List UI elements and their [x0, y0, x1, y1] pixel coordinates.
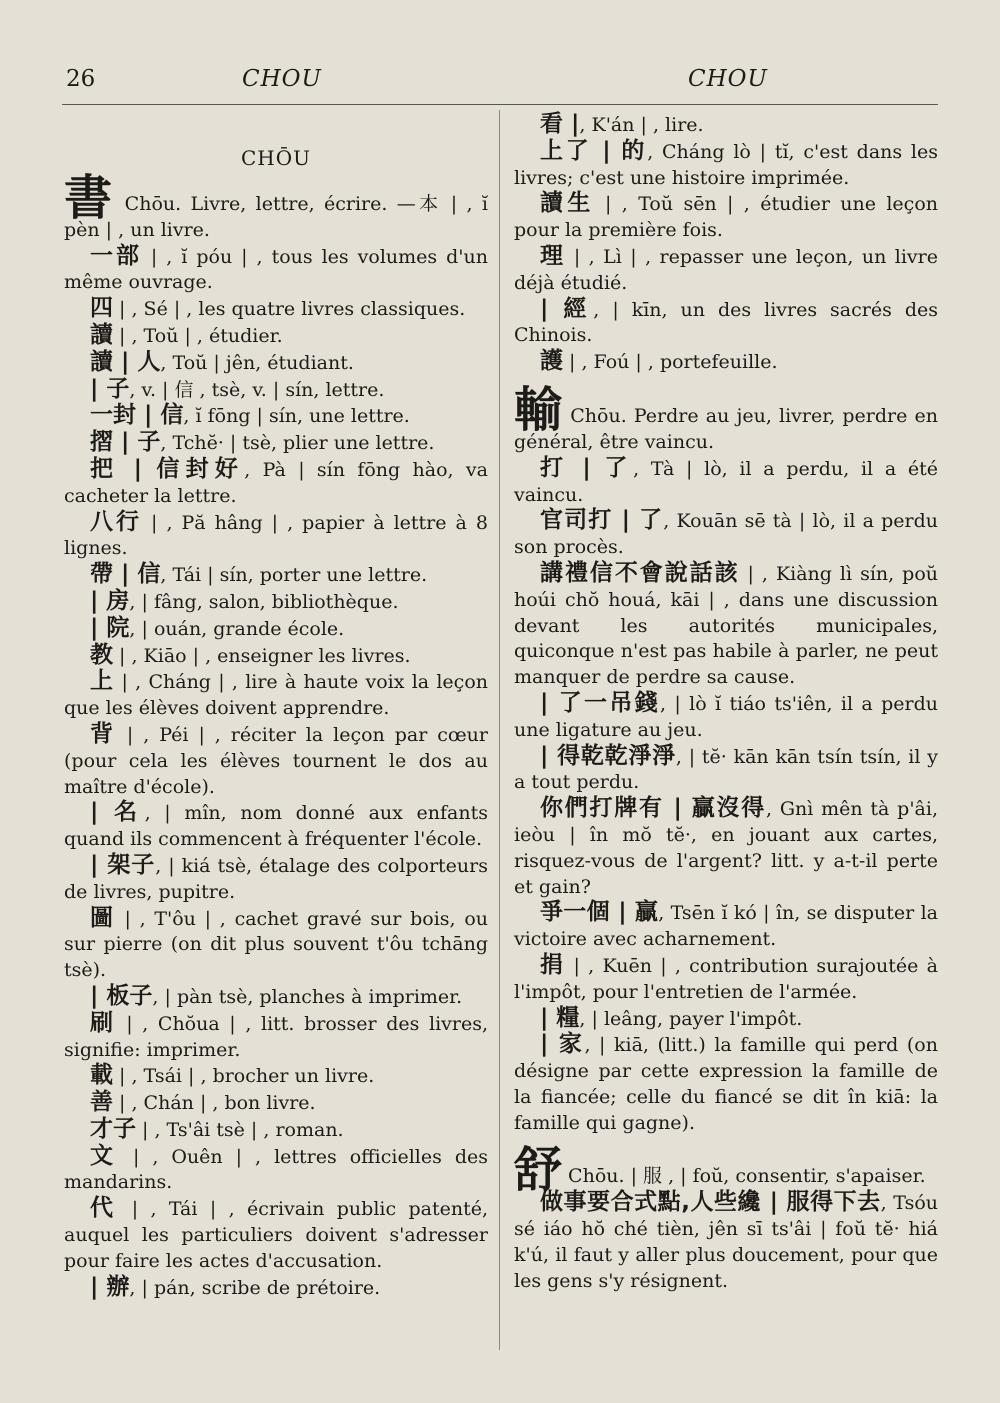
- definition-text: | , Ouên | , lettres officielles des mandarins.: [64, 1145, 488, 1194]
- dictionary-entry: [514, 1190, 938, 1294]
- chinese-term: 爭一個 | 贏: [540, 899, 659, 926]
- chinese-term: 教: [90, 641, 113, 668]
- dictionary-entry: [514, 1032, 938, 1136]
- dictionary-entry: [64, 1063, 488, 1090]
- definition-text: | , Kuēn | , contribution surajoutée à l'impôt, pour l'entretien de l'armée.: [514, 954, 939, 1003]
- chinese-term: 帶 | 信: [90, 561, 161, 588]
- dictionary-entry: [64, 403, 488, 430]
- chinese-term: 一部: [90, 242, 142, 269]
- dictionary-entry: [64, 643, 488, 670]
- definition-text: | , Tái | , écrivain public patenté, auquel les particuliers doivent s'adresser pour faire les actes d'accusation.: [64, 1198, 488, 1272]
- definition-text: | , Cháng | , lire à haute voix la leçon que les élèves doivent apprendre.: [64, 671, 488, 720]
- dictionary-entry: [514, 744, 938, 797]
- definition-text: Chōu. Livre, lettre, écrire. —本 | , ĭ pèn | , un livre.: [64, 192, 488, 241]
- dictionary-entry: [514, 244, 938, 297]
- dictionary-entry: [64, 430, 488, 457]
- dictionary-entry: [64, 984, 488, 1011]
- dictionary-entry: [514, 900, 938, 953]
- definition-text: , Tái | sín, porter une lettre.: [160, 564, 428, 587]
- dictionary-entry: [64, 800, 488, 853]
- definition-text: Chōu. | 服 , | foŭ, consentir, s'apaiser.: [562, 1165, 926, 1188]
- dictionary-entry: [64, 244, 488, 297]
- definition-text: , K'án | , lire.: [579, 114, 704, 136]
- dictionary-entry: [514, 112, 938, 139]
- definition-text: , Gnì mên tà p'âi, ieòu | în mŏ tĕ·, en jouant aux cartes, risquez-vous de l'argent? litt. y a-t-il perte et gain?: [514, 798, 938, 898]
- chinese-term: 你們打牌有 | 贏沒得: [540, 795, 766, 822]
- dictionary-entry: [64, 669, 488, 722]
- dictionary-entry: [64, 853, 488, 906]
- dictionary-entry: [514, 456, 938, 509]
- definition-text: | , Kiāo | , enseigner les livres.: [113, 644, 411, 667]
- chinese-term: | 板子: [90, 982, 153, 1009]
- definition-text: | , Kiàng lì sín, poŭ hoúi chŏ houá, kāi | , dans une discussion devant les autorités municipales, quiconque n'est pas habile à parler, ne peut manquer de perdre sa cause.: [514, 562, 938, 689]
- chinese-term: | 得乾乾淨淨: [540, 742, 676, 769]
- definition-text: | , T'ôu | , cachet gravé sur bois, ou sur pierre (on dit plus souvent t'ôu tchāng tsè).: [64, 907, 489, 982]
- dictionary-entry: [64, 906, 488, 984]
- dictionary-entry: [514, 796, 938, 900]
- dictionary-entry: [64, 1144, 488, 1197]
- dictionary-entry: [64, 510, 488, 563]
- definition-text: , Tà | lò, il a perdu, il a été vaincu.: [514, 457, 938, 506]
- page-number: 26: [66, 66, 96, 92]
- dictionary-entry: [514, 1006, 938, 1033]
- definition-text: , Pà | sín fōng hào, va cacheter la lettre.: [64, 458, 488, 507]
- dictionary-entry: [64, 350, 488, 377]
- dictionary-entry: [514, 508, 938, 561]
- chinese-term: 把 | 信封好: [90, 455, 245, 482]
- running-head-right: CHOU: [688, 66, 768, 92]
- chinese-term: | 名: [90, 799, 145, 826]
- definition-text: | , ĭ póu | , tous les volumes d'un même ouvrage.: [64, 245, 488, 294]
- chinese-term: 摺 | 子: [90, 429, 161, 456]
- definition-text: , Toŭ | jên, étudiant.: [160, 351, 354, 374]
- definition-text: , | leâng, payer l'impôt.: [579, 1007, 803, 1030]
- chinese-term: | 經: [540, 295, 594, 322]
- chinese-term: 八行: [90, 508, 142, 535]
- definition-text: , Tchĕ· | tsè, plier une lettre.: [160, 432, 435, 455]
- definition-text: , | kiá tsè, étalage des colporteurs de livres, pupitre.: [64, 854, 488, 903]
- definition-text: , Kouān sē tà | lò, il a perdu son procès.: [514, 510, 938, 559]
- definition-text: , ĭ fōng | sín, une lettre.: [183, 405, 410, 428]
- dictionary-entry: [64, 323, 488, 350]
- definition-text: , | pàn tsè, planches à imprimer.: [152, 985, 463, 1008]
- chinese-term: 護: [540, 348, 563, 375]
- definition-text: , | fâng, salon, bibliothèque.: [129, 590, 399, 613]
- definition-text: | , Sé | , les quatre livres classiques.: [113, 298, 466, 321]
- definition-text: , Tsóu sé iáo hŏ ché tièn, jên sī ts'âi | foŭ tĕ· hiá k'ú, il faut y aller plus doucement, pour que les gens s'y résignent.: [514, 1192, 938, 1292]
- chinese-term: 才子: [90, 1115, 136, 1142]
- dictionary-entry: [64, 377, 488, 404]
- chinese-term: | 房: [90, 587, 130, 614]
- chinese-term: 舒: [514, 1142, 563, 1199]
- headword-entry: [514, 1142, 938, 1199]
- definition-text: , | kīn, un des livres sacrés des Chinois.: [514, 298, 938, 347]
- definition-text: | , Toŭ | , étudier.: [113, 324, 283, 347]
- chinese-term: 讀 | 人: [90, 348, 161, 375]
- definition-text: , | lò ĭ tiáo ts'iên, il a perdu une ligature au jeu.: [514, 692, 938, 741]
- definition-text: , | ouán, grande école.: [129, 617, 345, 640]
- dictionary-entry: [64, 722, 488, 800]
- running-head-left: CHOU: [242, 66, 322, 92]
- dictionary-entry: [64, 1117, 488, 1144]
- chinese-term: 講禮信不會說話該: [540, 559, 740, 586]
- dictionary-entry: [514, 139, 938, 192]
- chinese-term: 圖: [90, 904, 116, 931]
- definition-text: | , Pă hâng | , papier à lettre à 8 lignes.: [64, 511, 488, 560]
- chinese-term: | 院: [90, 614, 130, 641]
- dictionary-entry: [64, 1196, 488, 1274]
- headword-entry: [514, 381, 938, 456]
- chinese-term: 捐: [540, 951, 566, 978]
- definition-text: , v. | 信 , tsè, v. | sín, lettre.: [129, 378, 385, 401]
- dictionary-entry: [514, 191, 938, 244]
- left-column: [64, 112, 488, 1301]
- chinese-term: 上了 | 的: [540, 137, 648, 164]
- dictionary-entry: [64, 296, 488, 323]
- chinese-term: 打 | 了: [540, 454, 634, 481]
- chinese-term: 讀生: [540, 190, 595, 217]
- entry-gap: [514, 376, 938, 388]
- definition-text: , | tĕ· kān kān tsín tsín, il y a tout perdu.: [514, 745, 938, 794]
- chinese-term: 載: [90, 1062, 113, 1089]
- dictionary-entry: [64, 1011, 488, 1064]
- chinese-term: | 糧: [540, 1004, 580, 1031]
- entry-gap: [514, 1136, 938, 1148]
- chinese-term: 背: [90, 720, 117, 747]
- definition-text: , Cháng lò | tĭ, c'est dans les livres; c'est une histoire imprimée.: [514, 140, 938, 189]
- dictionary-entry: [514, 691, 938, 744]
- definition-text: , | pán, scribe de prétoire.: [129, 1276, 381, 1299]
- dictionary-entry: [514, 349, 938, 376]
- definition-text: | , Toŭ sēn | , étudier une leçon pour la première fois.: [514, 193, 938, 242]
- chinese-term: 一封 | 信: [90, 402, 184, 429]
- dictionary-entry: [64, 1275, 488, 1302]
- chinese-term: | 了一吊錢: [540, 689, 661, 716]
- definition-text: , | kiā, (litt.) la famille qui perd (on désigne par cette expression la famille de la fiancée; celle du fiancé se dit în kiā: la famille qui gagne).: [514, 1034, 938, 1134]
- dictionary-entry: [64, 562, 488, 589]
- section-title: CHŌU: [241, 146, 311, 170]
- headword-entry: [64, 169, 488, 244]
- definition-text: | , Lì | , repasser une leçon, un livre déjà étudié.: [514, 245, 938, 294]
- dictionary-entry: [514, 953, 938, 1006]
- chinese-term: 讀: [90, 321, 113, 348]
- chinese-term: 書: [64, 169, 116, 226]
- chinese-term: 代: [90, 1195, 120, 1222]
- definition-text: | , Ts'âi tsè | , roman.: [136, 1118, 344, 1141]
- dictionary-entry: [514, 561, 938, 691]
- chinese-term: | 家: [540, 1031, 585, 1058]
- column-divider: [499, 110, 500, 1350]
- definition-text: | , Péi | , réciter la leçon par cœur (pour cela les élèves tournent le dos au maître d'école).: [64, 723, 488, 798]
- definition-text: , | mîn, nom donné aux enfants quand ils commencent à fréquenter l'école.: [64, 802, 488, 851]
- definition-text: | , Foú | , portefeuille.: [563, 351, 778, 374]
- definition-text: | , Tsái | , brocher un livre.: [113, 1065, 375, 1088]
- chinese-term: 官司打 | 了: [540, 507, 664, 534]
- chinese-term: 上: [90, 668, 115, 695]
- chinese-term: 文: [90, 1142, 120, 1169]
- dictionary-entry: [514, 297, 938, 350]
- right-column: [514, 112, 938, 1295]
- chinese-term: | 子: [90, 375, 130, 402]
- chinese-term: 看 |: [540, 111, 580, 137]
- chinese-term: 四: [90, 295, 113, 322]
- dictionary-entry: [64, 1090, 488, 1117]
- definition-text: | , Chán | , bon livre.: [113, 1092, 316, 1115]
- chinese-term: | 辦: [90, 1273, 130, 1300]
- chinese-term: 輸: [514, 381, 564, 438]
- definition-text: , Tsēn ĭ kó | în, se disputer la victoire avec acharnement.: [514, 902, 938, 951]
- header-rule: [62, 104, 938, 105]
- definition-text: Chōu. Perdre au jeu, livrer, perdre en général, être vaincu.: [514, 404, 938, 453]
- dictionary-entry: [64, 616, 488, 643]
- chinese-term: 理: [540, 242, 566, 269]
- chinese-term: 做事要合式點,人些纔 | 服得下去: [540, 1189, 881, 1216]
- chinese-term: 刷: [90, 1009, 117, 1036]
- dictionary-entry: [64, 457, 488, 510]
- definition-text: | , Chŏua | , litt. brosser des livres, signifie: imprimer.: [64, 1012, 489, 1061]
- chinese-term: | 架子: [90, 851, 156, 878]
- dictionary-entry: [64, 589, 488, 616]
- chinese-term: 善: [90, 1089, 113, 1116]
